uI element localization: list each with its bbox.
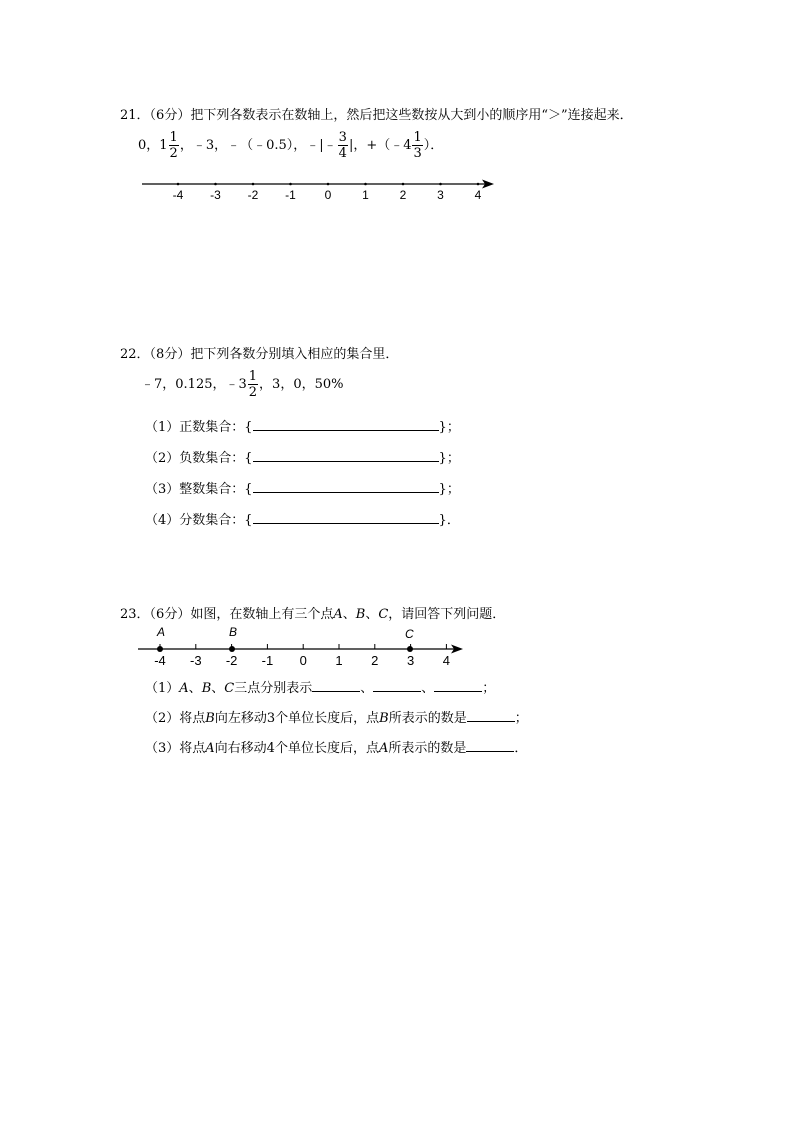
tick-label: -3 — [190, 653, 202, 668]
q22-stem-text: 把下列各数分别填入相应的集合里． — [190, 347, 399, 362]
answer-blank-b[interactable] — [373, 679, 421, 692]
separator: 、 — [211, 681, 225, 696]
sub-end: ； — [514, 711, 528, 726]
q21-list-part: |，+（﹣4 — [348, 138, 412, 153]
separator: 、 — [342, 607, 356, 622]
sub-text: （1） — [145, 681, 180, 696]
point-a-label: A — [179, 681, 189, 696]
q21-fraction-2 — [338, 131, 348, 160]
tick-label: -4 — [154, 653, 166, 668]
q23-sub3 — [145, 737, 527, 756]
q22-set-positive — [145, 416, 460, 435]
q23-stem-text: ，请回答下列问题． — [388, 607, 506, 622]
tick-mark — [252, 183, 255, 186]
q22-set-negative — [145, 447, 460, 466]
tick-label: -1 — [285, 188, 296, 202]
q22-stem — [120, 343, 398, 362]
separator: 、 — [421, 681, 435, 696]
q22-list-part: ，3，0，50% — [259, 377, 344, 392]
tick-mark — [214, 183, 217, 186]
point-b-label: B — [205, 711, 215, 726]
q21-stem — [120, 104, 633, 123]
set-label: （1）正数集合：{ — [145, 420, 253, 435]
fraction-numerator: 1 — [248, 369, 258, 384]
q23-sub2 — [145, 707, 528, 726]
q21-number: 21． — [120, 108, 150, 123]
sub-text: 所表示的数是 — [388, 741, 467, 756]
point-c-label: C — [224, 681, 235, 696]
answer-blank[interactable] — [253, 480, 439, 493]
fraction-denominator: 4 — [338, 146, 347, 161]
set-end: }； — [438, 420, 460, 435]
tick-label: -2 — [247, 188, 259, 202]
sub-end: ； — [482, 681, 496, 696]
tick-label: 3 — [406, 653, 415, 668]
point-b-label: B — [201, 681, 212, 696]
tick-label: 2 — [399, 188, 407, 202]
q21-score: （6分） — [149, 108, 191, 123]
tick-mark — [327, 183, 330, 186]
tick-label: 2 — [371, 653, 379, 668]
fraction-numerator: 3 — [338, 130, 347, 145]
set-label: （2）负数集合：{ — [145, 451, 253, 466]
tick-mark — [364, 183, 367, 186]
tick-label: 3 — [437, 188, 444, 202]
tick-mark — [177, 183, 180, 186]
point-b-label: B — [355, 607, 366, 622]
answer-blank-c[interactable] — [434, 679, 482, 692]
fraction-denominator: 2 — [169, 146, 178, 161]
point-a-label: A — [333, 607, 343, 622]
tick-label: 4 — [474, 188, 482, 202]
q23-ticks — [154, 644, 450, 668]
fraction-numerator: 1 — [169, 130, 178, 145]
point-c-dot — [407, 646, 413, 652]
q23-score: （6分） — [149, 607, 191, 622]
answer-blank-a[interactable] — [312, 679, 360, 692]
answer-blank[interactable] — [466, 739, 514, 752]
point-b-tag: B — [229, 625, 238, 639]
tick-label: 1 — [362, 188, 369, 202]
set-label: （4）分数集合：{ — [145, 513, 253, 528]
sub-text: （3）将点 — [145, 741, 206, 756]
separator: 、 — [365, 607, 379, 622]
tick-label: -1 — [261, 653, 274, 668]
q21-fraction-1 — [169, 131, 179, 160]
q22-set-integer — [145, 478, 460, 497]
point-a-label: A — [378, 741, 389, 756]
point-a-dot — [157, 646, 163, 652]
q21-fraction-3 — [412, 131, 422, 160]
answer-blank[interactable] — [253, 511, 439, 524]
sub-text: 向右移动4个单位长度后，点 — [214, 741, 379, 756]
q21-list-part: 0，1 — [138, 138, 168, 153]
point-c-tag: C — [405, 627, 414, 641]
point-a-label: A — [205, 741, 215, 756]
q22-number-list — [141, 370, 343, 399]
tick-label: -4 — [172, 188, 184, 202]
point-b-label: B — [379, 711, 389, 726]
set-end: }； — [438, 482, 460, 497]
q23-sub1 — [145, 677, 495, 696]
tick-mark — [439, 183, 442, 186]
answer-blank[interactable] — [467, 709, 515, 722]
answer-blank[interactable] — [253, 418, 439, 431]
tick-label: 0 — [299, 653, 307, 668]
tick-mark — [477, 183, 480, 186]
tick-label: 1 — [335, 653, 343, 668]
point-c-label: C — [378, 607, 389, 622]
q22-number: 22． — [120, 347, 150, 362]
q23-stem — [120, 603, 505, 622]
sub-text: 所表示的数是 — [388, 711, 467, 726]
q23-stem-text: 如图，在数轴上有三个点 — [190, 607, 334, 622]
point-b-dot — [229, 646, 235, 652]
separator: 、 — [360, 681, 374, 696]
q22-set-fraction — [145, 509, 460, 528]
tick-mark — [289, 183, 292, 186]
sub-end: ． — [514, 741, 528, 756]
q21-number-line — [0, 170, 794, 210]
tick-label: 4 — [442, 653, 451, 668]
set-end: }； — [438, 451, 460, 466]
tick-label: 0 — [324, 188, 332, 202]
sub-text: （2）将点 — [145, 711, 206, 726]
sub-text: 三点分别表示 — [234, 681, 313, 696]
q23-number-line — [0, 622, 794, 672]
q22-list-part: ﹣7，0.125，﹣3 — [141, 377, 247, 392]
sub-text: 向左移动3个单位长度后，点 — [214, 711, 380, 726]
q22-score: （8分） — [149, 347, 191, 362]
point-a-tag: A — [157, 625, 166, 639]
q23-number: 23． — [120, 607, 150, 622]
q22-fraction — [248, 370, 258, 399]
q21-ticks — [173, 183, 482, 202]
q21-stem-text: 把下列各数表示在数轴上，然后把这些数按从大到小的顺序用“＞”连接起来． — [190, 108, 633, 123]
tick-mark — [402, 183, 405, 186]
q21-list-part: ，﹣3，﹣（﹣0.5），﹣|﹣ — [179, 138, 337, 153]
tick-label: -2 — [225, 653, 238, 668]
answer-blank[interactable] — [253, 449, 439, 462]
set-end: }． — [438, 513, 460, 528]
q21-list-part: ）． — [423, 138, 444, 153]
fraction-denominator: 3 — [413, 146, 422, 161]
separator: 、 — [188, 681, 202, 696]
set-label: （3）整数集合：{ — [145, 482, 253, 497]
fraction-denominator: 2 — [248, 385, 258, 400]
q21-number-list — [138, 131, 443, 160]
tick-label: -3 — [210, 188, 221, 202]
fraction-numerator: 1 — [413, 130, 422, 145]
